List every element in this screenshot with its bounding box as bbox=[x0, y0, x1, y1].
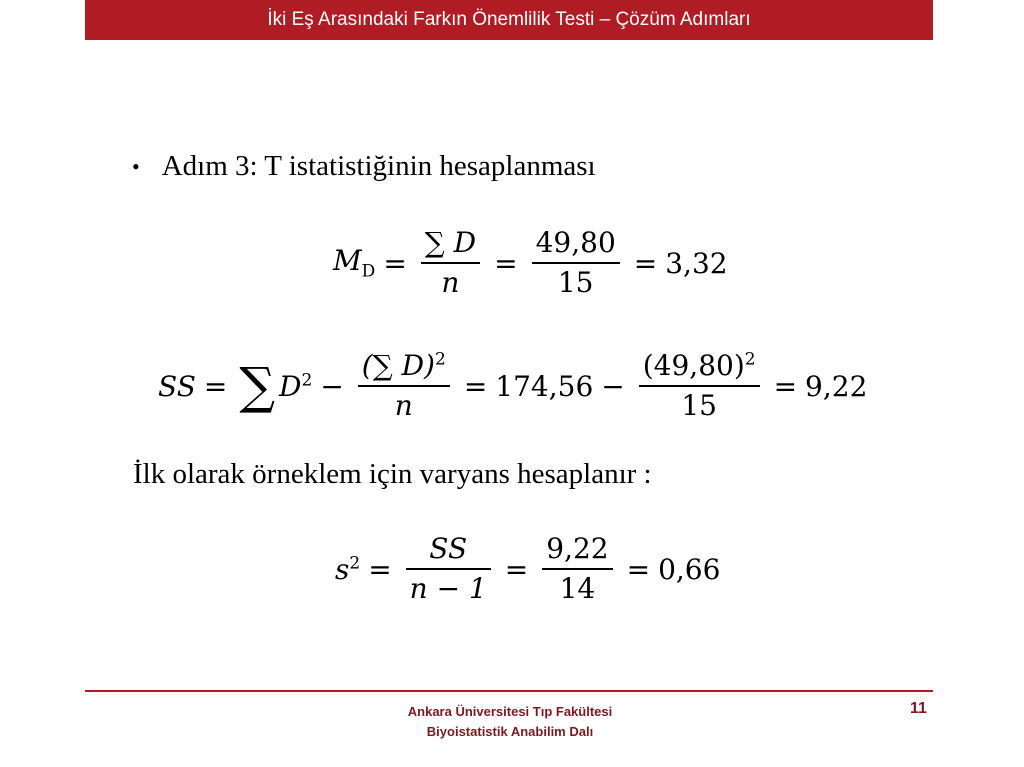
fraction-denominator: 15 bbox=[532, 262, 620, 299]
bullet-text: Adım 3: T istatistiğinin hesaplanması bbox=[161, 150, 596, 182]
equation-mean-difference bbox=[333, 227, 728, 299]
eq-s2-result: 0,66 bbox=[658, 552, 721, 586]
equals-sign: = bbox=[383, 246, 407, 280]
equation-sum-of-squares bbox=[158, 350, 867, 422]
variance-intro-text: İlk olarak örneklem için varyans hesaplanır : bbox=[133, 458, 652, 490]
eq-ss-term-symbol: D bbox=[279, 369, 302, 403]
eq-s2-lhs-exponent: 2 bbox=[349, 553, 361, 574]
fraction-numerator: 49,80 bbox=[535, 226, 616, 259]
fraction-sum-d-over-n bbox=[421, 227, 480, 299]
fraction-numerator: ∑ D bbox=[424, 226, 477, 259]
fraction-numerator: SS bbox=[429, 532, 468, 565]
fraction-numerator: 9,22 bbox=[546, 532, 609, 565]
fraction-sum-d-squared-over-n bbox=[358, 350, 450, 422]
fraction-denominator: n bbox=[421, 262, 480, 299]
eq-md-lhs-subscript: D bbox=[361, 261, 376, 282]
footer-line-2: Biyoistatistik Anabilim Dalı bbox=[426, 724, 594, 739]
fraction-denominator: n − 1 bbox=[406, 568, 491, 605]
numerator-exponent: 2 bbox=[744, 349, 756, 370]
equation-variance bbox=[335, 533, 720, 605]
slide-title: İki Eş Arasındaki Farkın Önemlilik Testi – Çözüm Adımları bbox=[267, 9, 751, 30]
fraction-values bbox=[532, 227, 620, 299]
equals-sign: = bbox=[633, 246, 658, 280]
fraction-ss-over-n-minus-1 bbox=[406, 533, 491, 605]
equals-sign: = bbox=[368, 552, 392, 586]
footer-institution bbox=[380, 702, 640, 742]
equals-sign: = bbox=[504, 552, 529, 586]
equals-sign: = bbox=[626, 552, 651, 586]
footer-divider bbox=[85, 690, 933, 692]
fraction-values bbox=[639, 350, 760, 422]
fraction-values bbox=[542, 533, 612, 605]
fraction-denominator: 15 bbox=[639, 385, 760, 422]
eq-s2-lhs-symbol: s bbox=[335, 552, 350, 586]
eq-s2-lhs bbox=[335, 553, 360, 586]
eq-md-lhs bbox=[333, 244, 375, 282]
fraction-numerator bbox=[358, 350, 450, 385]
slide-header bbox=[85, 0, 933, 40]
page-number: 11 bbox=[910, 700, 927, 717]
eq-ss-value: 174,56 bbox=[495, 369, 594, 403]
minus-sign: − bbox=[320, 369, 344, 403]
bullet-icon: • bbox=[132, 153, 140, 179]
equals-sign: = bbox=[203, 369, 228, 403]
numerator-expression: (∑ D) bbox=[361, 349, 435, 382]
numerator-expression: (49,80) bbox=[642, 349, 745, 382]
equals-sign: = bbox=[773, 369, 798, 403]
footer-line-1: Ankara Üniversitesi Tıp Fakültesi bbox=[407, 704, 613, 719]
eq-ss-result: 9,22 bbox=[805, 369, 868, 403]
eq-ss-term bbox=[279, 370, 312, 403]
eq-ss-term-exponent: 2 bbox=[301, 370, 313, 391]
fraction-denominator: 14 bbox=[542, 568, 612, 605]
minus-sign: − bbox=[601, 369, 625, 403]
equals-sign: = bbox=[463, 369, 488, 403]
sum-symbol-icon: ∑ bbox=[239, 357, 276, 416]
eq-md-result: 3,32 bbox=[665, 246, 728, 280]
equals-sign: = bbox=[494, 246, 518, 280]
bullet-step bbox=[132, 150, 596, 183]
eq-md-lhs-symbol: M bbox=[333, 244, 362, 278]
fraction-denominator: n bbox=[358, 385, 450, 422]
numerator-exponent: 2 bbox=[434, 349, 446, 370]
fraction-numerator bbox=[639, 350, 760, 385]
eq-ss-lhs: SS bbox=[158, 369, 196, 403]
